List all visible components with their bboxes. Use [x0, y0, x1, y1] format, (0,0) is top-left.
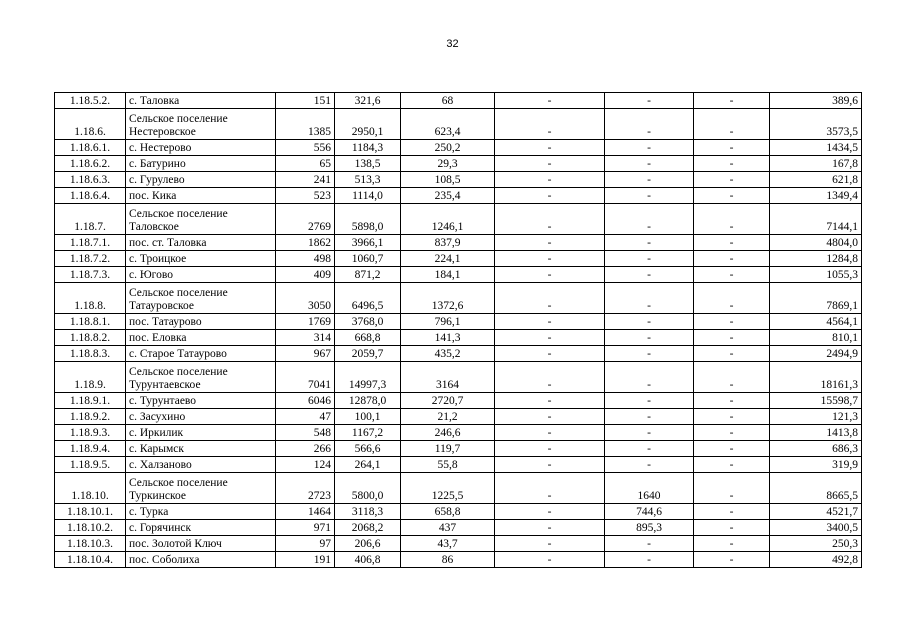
row-value-1: 668,8 — [335, 330, 401, 346]
page-number: 32 — [446, 38, 459, 50]
row-code: 1.18.9. — [55, 362, 126, 393]
row-total: 492,8 — [770, 552, 862, 568]
row-value-2: 250,2 — [401, 140, 495, 156]
row-population: 314 — [276, 330, 335, 346]
row-value-1: 1114,0 — [335, 188, 401, 204]
row-code: 1.18.8.2. — [55, 330, 126, 346]
row-code: 1.18.8. — [55, 283, 126, 314]
row-code: 1.18.10.4. — [55, 552, 126, 568]
table-row — [55, 188, 862, 204]
row-code: 1.18.10. — [55, 473, 126, 504]
row-name: с. Турка — [126, 504, 276, 520]
row-value-1: 871,2 — [335, 267, 401, 283]
row-population: 2723 — [276, 473, 335, 504]
row-value-1: 3768,0 — [335, 314, 401, 330]
row-name: пос. ст. Таловка — [126, 235, 276, 251]
row-value-2: 658,8 — [401, 504, 495, 520]
row-total: 4804,0 — [770, 235, 862, 251]
row-name: с. Турунтаево — [126, 393, 276, 409]
row-name: пос. Золотой Ключ — [126, 536, 276, 552]
row-value-2: 184,1 — [401, 267, 495, 283]
row-name: с. Карымск — [126, 441, 276, 457]
row-name: Сельское поселение Турунтаевское — [126, 362, 276, 393]
row-value-4: - — [605, 362, 694, 393]
row-value-4: - — [605, 109, 694, 140]
row-value-5: - — [694, 188, 770, 204]
table-row — [55, 504, 862, 520]
row-value-5: - — [694, 552, 770, 568]
row-name: с. Таловка — [126, 93, 276, 109]
row-value-4: - — [605, 140, 694, 156]
row-value-3: - — [495, 425, 605, 441]
row-name: пос. Татаурово — [126, 314, 276, 330]
row-population: 1464 — [276, 504, 335, 520]
row-value-1: 406,8 — [335, 552, 401, 568]
row-total: 18161,3 — [770, 362, 862, 393]
row-population: 97 — [276, 536, 335, 552]
row-total: 8665,5 — [770, 473, 862, 504]
row-value-1: 2950,1 — [335, 109, 401, 140]
row-population: 967 — [276, 346, 335, 362]
row-value-2: 108,5 — [401, 172, 495, 188]
row-value-3: - — [495, 457, 605, 473]
row-total: 810,1 — [770, 330, 862, 346]
row-value-3: - — [495, 536, 605, 552]
row-value-5: - — [694, 156, 770, 172]
table-row — [55, 393, 862, 409]
table-row — [55, 204, 862, 235]
row-name: с. Горячинск — [126, 520, 276, 536]
row-value-1: 5800,0 — [335, 473, 401, 504]
row-value-1: 100,1 — [335, 409, 401, 425]
row-value-3: - — [495, 109, 605, 140]
row-name: с. Троицкое — [126, 251, 276, 267]
table-row — [55, 457, 862, 473]
row-value-3: - — [495, 552, 605, 568]
row-value-2: 796,1 — [401, 314, 495, 330]
row-value-5: - — [694, 393, 770, 409]
row-name: Сельское поселение Туркинское — [126, 473, 276, 504]
row-name: Сельское поселение Нестеровское — [126, 109, 276, 140]
table-row — [55, 520, 862, 536]
table-row — [55, 425, 862, 441]
row-value-5: - — [694, 362, 770, 393]
row-code: 1.18.5.2. — [55, 93, 126, 109]
row-value-5: - — [694, 267, 770, 283]
row-value-3: - — [495, 346, 605, 362]
row-value-3: - — [495, 520, 605, 536]
row-value-2: 437 — [401, 520, 495, 536]
row-value-1: 2068,2 — [335, 520, 401, 536]
row-total: 621,8 — [770, 172, 862, 188]
row-code: 1.18.7.1. — [55, 235, 126, 251]
row-value-1: 138,5 — [335, 156, 401, 172]
row-name: с. Гурулево — [126, 172, 276, 188]
row-value-4: - — [605, 330, 694, 346]
row-value-2: 837,9 — [401, 235, 495, 251]
row-total: 1434,5 — [770, 140, 862, 156]
row-total: 1055,3 — [770, 267, 862, 283]
row-total: 167,8 — [770, 156, 862, 172]
row-value-4: 1640 — [605, 473, 694, 504]
row-value-4: - — [605, 235, 694, 251]
row-value-5: - — [694, 172, 770, 188]
row-value-4: - — [605, 536, 694, 552]
row-value-4: - — [605, 93, 694, 109]
row-value-2: 29,3 — [401, 156, 495, 172]
table-row — [55, 346, 862, 362]
row-value-2: 86 — [401, 552, 495, 568]
row-population: 523 — [276, 188, 335, 204]
row-code: 1.18.6.2. — [55, 156, 126, 172]
row-value-5: - — [694, 251, 770, 267]
row-value-3: - — [495, 330, 605, 346]
row-value-4: - — [605, 204, 694, 235]
row-value-1: 264,1 — [335, 457, 401, 473]
row-value-4: - — [605, 314, 694, 330]
row-total: 4564,1 — [770, 314, 862, 330]
table-row — [55, 362, 862, 393]
row-total: 7144,1 — [770, 204, 862, 235]
row-total: 2494,9 — [770, 346, 862, 362]
row-value-4: - — [605, 251, 694, 267]
row-value-4: 744,6 — [605, 504, 694, 520]
row-code: 1.18.10.3. — [55, 536, 126, 552]
row-value-2: 224,1 — [401, 251, 495, 267]
row-value-3: - — [495, 409, 605, 425]
table-row — [55, 552, 862, 568]
row-value-1: 5898,0 — [335, 204, 401, 235]
row-value-5: - — [694, 346, 770, 362]
row-value-3: - — [495, 140, 605, 156]
row-value-3: - — [495, 156, 605, 172]
row-value-5: - — [694, 109, 770, 140]
row-value-4: - — [605, 393, 694, 409]
row-value-1: 513,3 — [335, 172, 401, 188]
row-name: с. Засухино — [126, 409, 276, 425]
row-value-5: - — [694, 235, 770, 251]
table-row — [55, 109, 862, 140]
row-value-1: 12878,0 — [335, 393, 401, 409]
row-population: 6046 — [276, 393, 335, 409]
row-name: с. Нестерово — [126, 140, 276, 156]
row-value-2: 55,8 — [401, 457, 495, 473]
row-population: 191 — [276, 552, 335, 568]
row-value-2: 2720,7 — [401, 393, 495, 409]
row-value-1: 1184,3 — [335, 140, 401, 156]
row-value-2: 141,3 — [401, 330, 495, 346]
row-value-5: - — [694, 409, 770, 425]
row-total: 7869,1 — [770, 283, 862, 314]
table-row — [55, 93, 862, 109]
row-value-4: - — [605, 172, 694, 188]
row-value-5: - — [694, 520, 770, 536]
row-value-5: - — [694, 425, 770, 441]
row-value-4: - — [605, 457, 694, 473]
row-population: 1385 — [276, 109, 335, 140]
row-value-1: 14997,3 — [335, 362, 401, 393]
row-value-3: - — [495, 314, 605, 330]
row-value-4: - — [605, 267, 694, 283]
row-value-2: 21,2 — [401, 409, 495, 425]
row-value-5: - — [694, 504, 770, 520]
row-code: 1.18.6. — [55, 109, 126, 140]
row-population: 498 — [276, 251, 335, 267]
row-name: Сельское поселение Таловское — [126, 204, 276, 235]
row-value-3: - — [495, 235, 605, 251]
row-code: 1.18.9.1. — [55, 393, 126, 409]
row-value-3: - — [495, 441, 605, 457]
row-population: 556 — [276, 140, 335, 156]
row-population: 7041 — [276, 362, 335, 393]
row-value-5: - — [694, 283, 770, 314]
row-value-1: 566,6 — [335, 441, 401, 457]
row-value-5: - — [694, 441, 770, 457]
row-value-2: 1225,5 — [401, 473, 495, 504]
row-name: пос. Еловка — [126, 330, 276, 346]
row-code: 1.18.9.2. — [55, 409, 126, 425]
row-total: 3573,5 — [770, 109, 862, 140]
row-value-5: - — [694, 330, 770, 346]
row-population: 1862 — [276, 235, 335, 251]
row-code: 1.18.6.3. — [55, 172, 126, 188]
row-total: 686,3 — [770, 441, 862, 457]
row-code: 1.18.9.5. — [55, 457, 126, 473]
row-value-2: 623,4 — [401, 109, 495, 140]
row-code: 1.18.10.1. — [55, 504, 126, 520]
row-code: 1.18.7.2. — [55, 251, 126, 267]
row-total: 1284,8 — [770, 251, 862, 267]
row-value-4: - — [605, 188, 694, 204]
row-value-2: 246,6 — [401, 425, 495, 441]
row-total: 1413,8 — [770, 425, 862, 441]
row-population: 65 — [276, 156, 335, 172]
table-row — [55, 473, 862, 504]
row-value-2: 1372,6 — [401, 283, 495, 314]
table-row — [55, 330, 862, 346]
row-total: 3400,5 — [770, 520, 862, 536]
row-value-3: - — [495, 473, 605, 504]
row-value-5: - — [694, 314, 770, 330]
row-name: с. Батурино — [126, 156, 276, 172]
table-row — [55, 314, 862, 330]
row-population: 151 — [276, 93, 335, 109]
row-total: 4521,7 — [770, 504, 862, 520]
row-value-4: - — [605, 409, 694, 425]
row-value-3: - — [495, 283, 605, 314]
row-code: 1.18.6.1. — [55, 140, 126, 156]
row-population: 266 — [276, 441, 335, 457]
table-row — [55, 283, 862, 314]
row-code: 1.18.7. — [55, 204, 126, 235]
row-total: 1349,4 — [770, 188, 862, 204]
settlements-table — [54, 92, 862, 568]
row-total: 250,3 — [770, 536, 862, 552]
row-name: пос. Кика — [126, 188, 276, 204]
row-name: с. Старое Татаурово — [126, 346, 276, 362]
row-code: 1.18.9.3. — [55, 425, 126, 441]
row-population: 548 — [276, 425, 335, 441]
row-value-4: 895,3 — [605, 520, 694, 536]
row-value-2: 43,7 — [401, 536, 495, 552]
row-population: 3050 — [276, 283, 335, 314]
row-value-1: 3966,1 — [335, 235, 401, 251]
row-value-3: - — [495, 393, 605, 409]
row-value-1: 3118,3 — [335, 504, 401, 520]
row-value-2: 1246,1 — [401, 204, 495, 235]
row-name: с. Халзаново — [126, 457, 276, 473]
row-name: с. Иркилик — [126, 425, 276, 441]
row-value-2: 235,4 — [401, 188, 495, 204]
row-value-4: - — [605, 346, 694, 362]
row-value-1: 206,6 — [335, 536, 401, 552]
row-population: 1769 — [276, 314, 335, 330]
table-row — [55, 441, 862, 457]
row-value-2: 3164 — [401, 362, 495, 393]
table-row — [55, 409, 862, 425]
row-total: 121,3 — [770, 409, 862, 425]
row-value-1: 1167,2 — [335, 425, 401, 441]
row-value-2: 435,2 — [401, 346, 495, 362]
row-population: 409 — [276, 267, 335, 283]
row-value-5: - — [694, 204, 770, 235]
row-value-1: 6496,5 — [335, 283, 401, 314]
row-value-4: - — [605, 156, 694, 172]
row-value-5: - — [694, 93, 770, 109]
table-row — [55, 156, 862, 172]
row-total: 15598,7 — [770, 393, 862, 409]
row-value-2: 68 — [401, 93, 495, 109]
row-total: 319,9 — [770, 457, 862, 473]
row-code: 1.18.6.4. — [55, 188, 126, 204]
row-population: 47 — [276, 409, 335, 425]
row-code: 1.18.9.4. — [55, 441, 126, 457]
row-value-3: - — [495, 172, 605, 188]
row-value-1: 1060,7 — [335, 251, 401, 267]
table-row — [55, 140, 862, 156]
row-value-1: 321,6 — [335, 93, 401, 109]
row-value-4: - — [605, 283, 694, 314]
row-total: 389,6 — [770, 93, 862, 109]
row-population: 124 — [276, 457, 335, 473]
row-population: 241 — [276, 172, 335, 188]
row-value-1: 2059,7 — [335, 346, 401, 362]
row-code: 1.18.8.3. — [55, 346, 126, 362]
row-value-3: - — [495, 188, 605, 204]
table-row — [55, 267, 862, 283]
row-code: 1.18.8.1. — [55, 314, 126, 330]
row-population: 2769 — [276, 204, 335, 235]
row-value-3: - — [495, 204, 605, 235]
table-row — [55, 172, 862, 188]
row-value-5: - — [694, 536, 770, 552]
row-name: Сельское поселение Татауровское — [126, 283, 276, 314]
row-value-2: 119,7 — [401, 441, 495, 457]
table-row — [55, 536, 862, 552]
table-body — [55, 93, 862, 568]
row-value-4: - — [605, 441, 694, 457]
row-value-5: - — [694, 473, 770, 504]
row-value-5: - — [694, 140, 770, 156]
table-row — [55, 235, 862, 251]
row-population: 971 — [276, 520, 335, 536]
row-name: с. Югово — [126, 267, 276, 283]
row-value-3: - — [495, 267, 605, 283]
row-value-3: - — [495, 362, 605, 393]
row-name: пос. Соболиха — [126, 552, 276, 568]
row-code: 1.18.10.2. — [55, 520, 126, 536]
row-value-3: - — [495, 93, 605, 109]
row-value-4: - — [605, 552, 694, 568]
row-value-5: - — [694, 457, 770, 473]
row-value-3: - — [495, 504, 605, 520]
table-row — [55, 251, 862, 267]
row-value-4: - — [605, 425, 694, 441]
row-code: 1.18.7.3. — [55, 267, 126, 283]
row-value-3: - — [495, 251, 605, 267]
